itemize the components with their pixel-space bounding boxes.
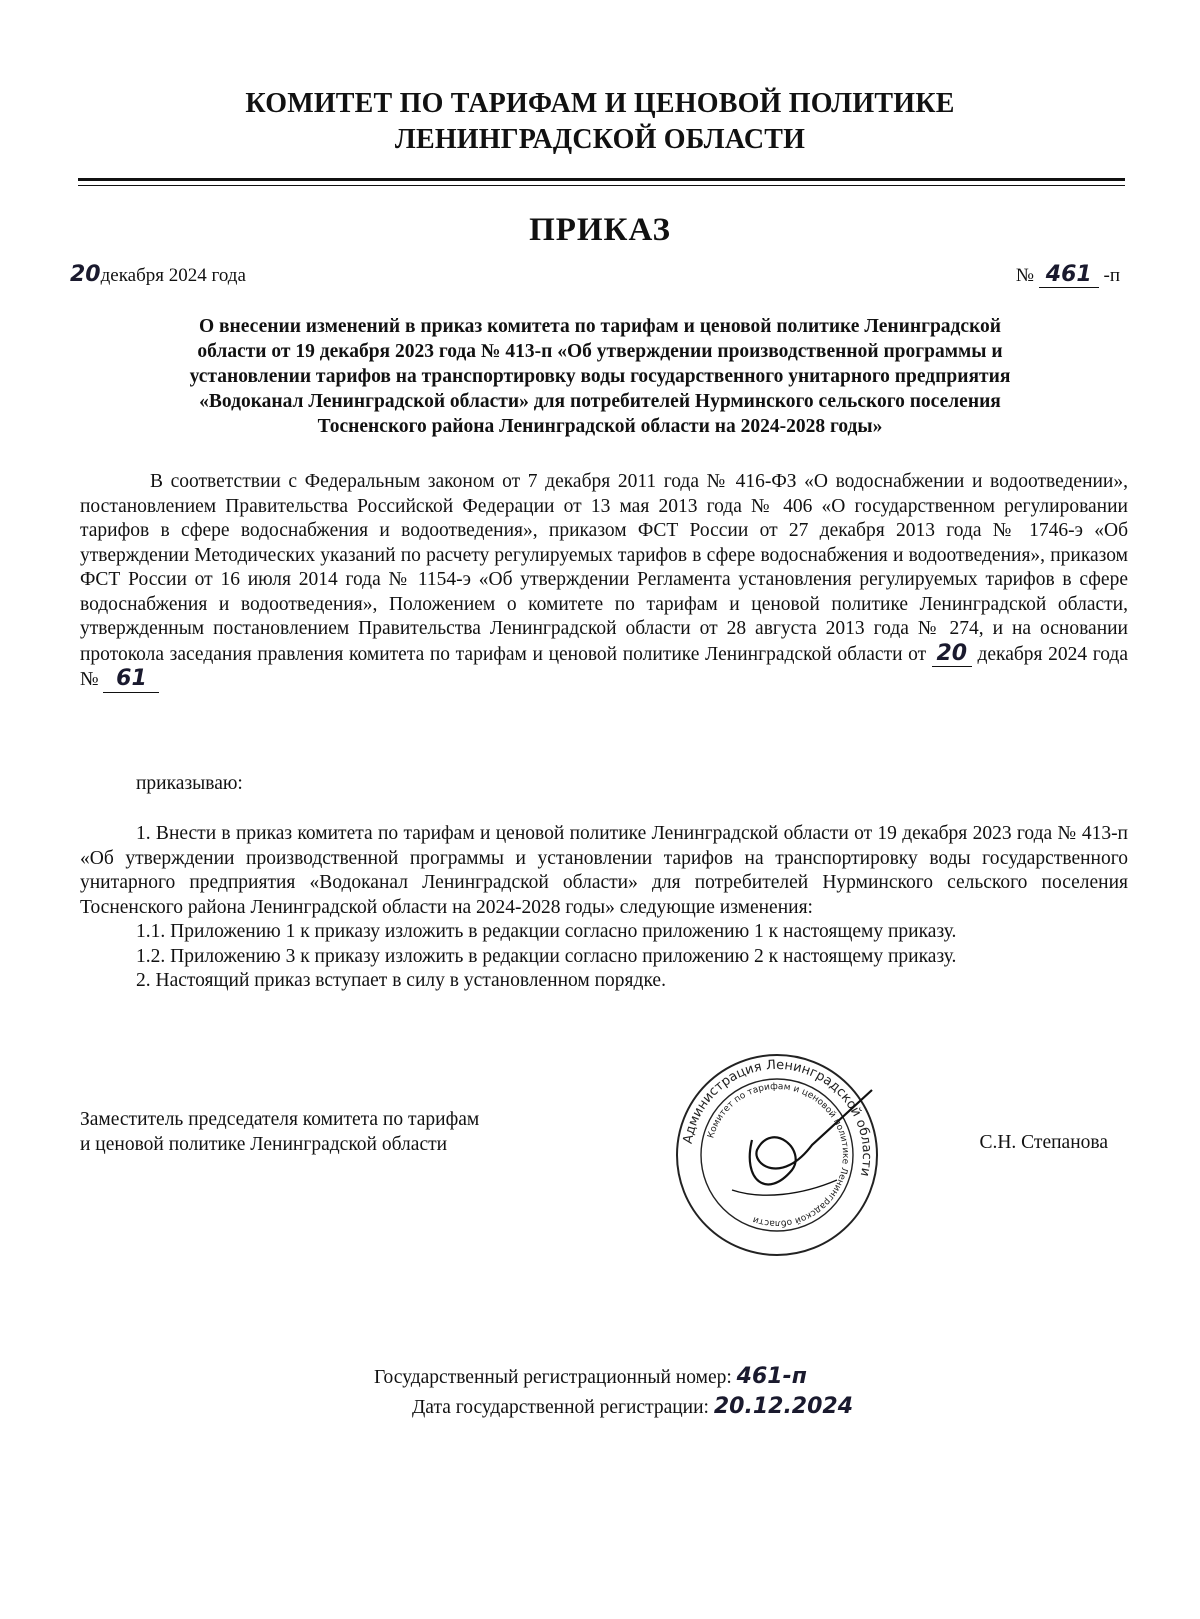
handwritten-number: 461 — [1039, 262, 1099, 288]
preamble-middle: декабря 2024 года № — [80, 643, 1129, 690]
registration-number-handwritten: 461-п — [736, 1364, 807, 1389]
org-name-line1: КОМИТЕТ ПО ТАРИФАМ И ЦЕНОВОЙ ПОЛИТИКЕ — [245, 88, 955, 119]
position-line2: и ценовой политике Ленинградской области — [80, 1134, 448, 1155]
header-divider-thin — [78, 185, 1125, 186]
order-item: 1. Внести в приказ комитета по тарифам и ценовой политике Ленинградской области от 19 декабря 2023 года № 413-п «Об утверждении производственной программы и установлении тарифов на транспортировку воды государственного унитарного предприятия «Водоканал Ленинградской области» для потребителей Нурминского сельского поселения Тосненского района Ленинградской области на 2024-2028 годы» следующие изменения: — [80, 823, 1128, 918]
order-item: 1.2. Приложению 3 к приказу изложить в редакции согласно приложению 2 к настоящему приказу. — [136, 945, 957, 967]
handwritten-protocol-number: 61 — [103, 667, 159, 693]
official-seal-stamp — [672, 1050, 882, 1260]
seal-inner-ring — [701, 1079, 853, 1231]
signature-underline — [732, 1180, 837, 1195]
position-line1: Заместитель председателя комитета по тарифам — [80, 1109, 480, 1130]
handwritten-protocol-day: 20 — [932, 642, 972, 668]
title-line: «Водоканал Ленинградской области» для потребителей Нурминского сельского поселения — [199, 391, 1001, 412]
date-text: декабря 2024 года — [100, 265, 246, 286]
registration-date-row — [412, 1392, 853, 1423]
document-type: ПРИКАЗ — [529, 212, 671, 248]
order-item: 1.1. Приложению 1 к приказу изложить в редакции согласно приложению 1 к настоящему приказу. — [136, 921, 957, 942]
order-word: приказываю: — [136, 773, 243, 794]
document-number — [1016, 262, 1120, 288]
organization-header — [0, 86, 1200, 158]
seal-inner-lettering: Комитет по тарифам и ценовой политике Ленинградской области — [706, 1081, 851, 1229]
document-date — [70, 262, 246, 287]
preamble-paragraph — [80, 470, 1128, 693]
registration-number-row — [374, 1362, 807, 1393]
order-item: 2. Настоящий приказ вступает в силу в установленном порядке. — [136, 970, 666, 991]
signatory-name: С.Н. Степанова — [979, 1132, 1108, 1153]
org-name-line2: ЛЕНИНГРАДСКОЙ ОБЛАСТИ — [394, 124, 806, 155]
number-prefix: № — [1015, 265, 1034, 286]
order-items — [80, 822, 1128, 994]
title-line: Тосненского района Ленинградской области на 2024-2028 годы» — [317, 416, 883, 437]
registration-date-handwritten: 20.12.2024 — [713, 1394, 854, 1419]
title-line: области от 19 декабря 2023 года № 413-п «Об утверждении производственной программы и — [197, 341, 1003, 362]
title-line: установлении тарифов на транспортировку воды государственного унитарного предприятия — [189, 366, 1011, 387]
seal-outer-lettering: Администрация Ленинградской области — [680, 1057, 875, 1178]
number-suffix: -п — [1103, 265, 1120, 286]
signatory-position — [80, 1107, 479, 1157]
registration-date-label: Дата государственной регистрации: — [412, 1397, 709, 1418]
header-divider-thick — [78, 178, 1125, 181]
handwritten-day: 20 — [70, 262, 101, 287]
registration-number-label: Государственный регистрационный номер: — [374, 1367, 732, 1388]
title-line: О внесении изменений в приказ комитета по тарифам и ценовой политике Ленинградской — [198, 316, 1002, 337]
document-title — [80, 314, 1120, 439]
preamble-text: В соответствии с Федеральным законом от 7 декабря 2011 года № 416-ФЗ «О водоснабжении и водоотведении», постановлением Правительства Российской Федерации от 13 мая 2013 года № 406 «О государственном регулировании тарифов в сфере водоснабжения и водоотведения», приказом ФСТ России от 27 декабря 2013 года № 1746-э «Об утверждении Методических указаний по расчету регулируемых тарифов в сфере водоснабжения и водоотведения», приказом ФСТ России от 16 июля 2014 года № 1154-э «Об утверждении Регламента установления регулируемых тарифов в сфере водоснабжения и водоотведения», Положением о комитете по тарифам и ценовой политике Ленинградской области, утвержденным постановлением Правительства Ленинградской области от 28 августа 2013 года № 274, и на основании протокола заседания правления комитета по тарифам и ценовой политике Ленинградской области от — [80, 471, 1128, 665]
